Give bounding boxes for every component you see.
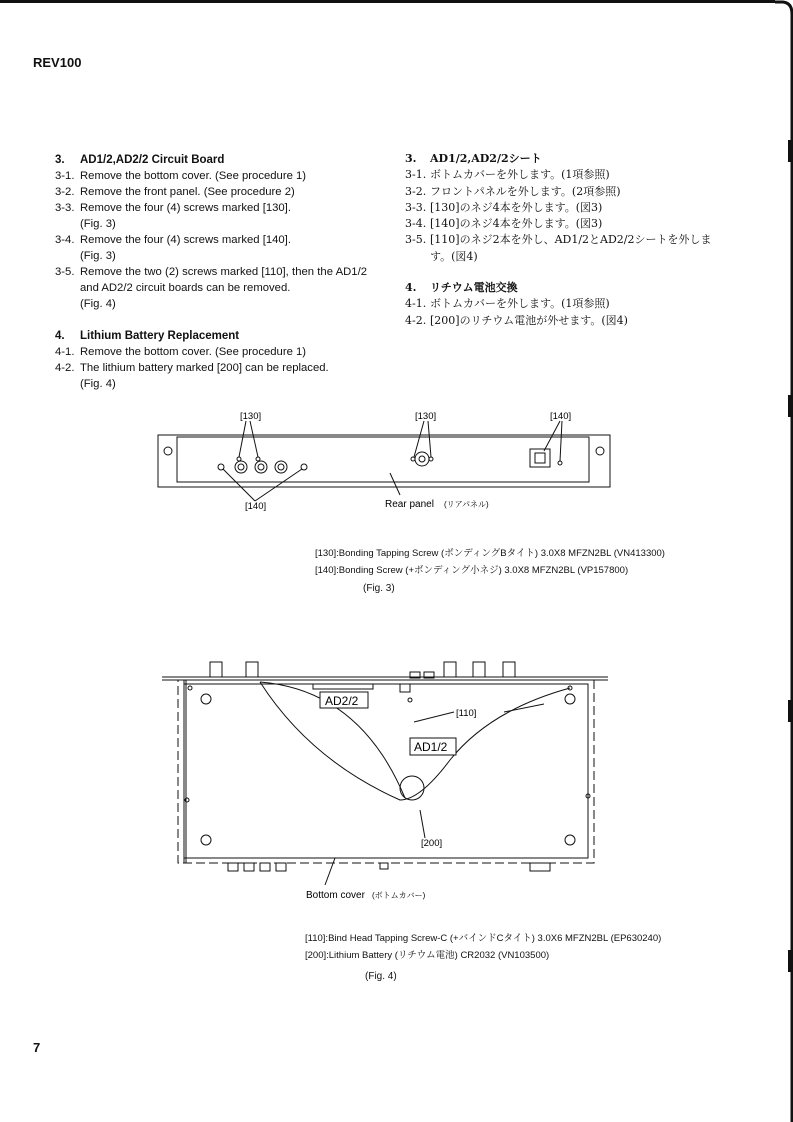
label-110: [110] [456, 708, 477, 719]
step-3-2: 3-2. Remove the front panel. (See procedure 2) [55, 186, 295, 198]
section-3-heading: 3. AD1/2,AD2/2 Circuit Board [55, 154, 225, 166]
fig3-captions [315, 545, 665, 579]
step-3-5: 3-5. Remove the two (2) screws marked [110], then the AD1/2 and AD2/2 circuit boards can be removed. (Fig. 4) [55, 266, 367, 310]
jp-step-3-3: 3-3. [130]のネジ4本を外します。(図3) [405, 200, 603, 214]
jp-step-3-4: 3-4. [140]のネジ4本を外します。(図3) [405, 217, 603, 231]
step-3-3: 3-3. Remove the four (4) screws marked [130]. (Fig. 3) [55, 202, 291, 230]
rear-panel-face [177, 437, 589, 482]
fig3-title: (Fig. 3) [363, 583, 395, 594]
label-ad22: AD2/2 [325, 694, 359, 708]
fig4-bottom-view-diagram [160, 650, 610, 905]
label-130-right: [130] [415, 411, 437, 422]
jp-step-4-2: 4-2. [200]のリチウム電池が外せます。(図4) [405, 313, 628, 327]
fig4-title: (Fig. 4) [365, 971, 397, 982]
label-ad12: AD1/2 [414, 740, 448, 754]
label-140-left: [140] [245, 501, 267, 512]
rear-panel-outline [158, 435, 610, 487]
label-bottom-cover-jp: (ボトムカバー) [372, 891, 426, 900]
jp-section-4-heading: 4. リチウム電池交換 [405, 281, 518, 295]
label-130-left: [130] [240, 411, 262, 422]
jp-section-3-heading: 3. AD1/2,AD2/2シート [405, 152, 542, 165]
jp-step-3-5: 3-5. [110]のネジ2本を外し、AD1/2とAD2/2シートを外します。(図4) [405, 233, 712, 263]
model-name: REV100 [33, 55, 82, 70]
caption-110: [110]:Bind Head Tapping Screw-C (+バインドCタイト) 3.0X6 MFZN2BL (EP630240) [305, 933, 662, 944]
step-3-1: 3-1. Remove the bottom cover. (See procedure 1) [55, 170, 307, 182]
label-rear-panel: Rear panel [385, 499, 434, 510]
fig4-captions [305, 930, 661, 964]
jp-step-3-1: 3-1. ボトムカバーを外します。(1項参照) [405, 168, 610, 182]
step-4-1: 4-1. Remove the bottom cover. (See procedure 1) [55, 346, 307, 358]
label-200: [200] [421, 838, 443, 849]
step-4-2: 4-2. The lithium battery marked [200] can be replaced. (Fig. 4) [55, 362, 329, 390]
label-rear-panel-jp: (リアパネル) [444, 500, 489, 509]
section-4-heading: 4. Lithium Battery Replacement [55, 330, 240, 342]
caption-140: [140]:Bonding Screw (+ボンディング小ネジ) 3.0X8 MFZN2BL (VP157800) [315, 565, 629, 576]
english-column [55, 152, 367, 392]
top-border [0, 0, 775, 3]
page-number: 7 [33, 1040, 41, 1055]
jp-step-3-2: 3-2. フロントパネルを外します。(2項参照) [405, 184, 621, 198]
caption-200: [200]:Lithium Battery (リチウム電池) CR2032 (VN103500) [305, 950, 550, 961]
page-edge [775, 0, 793, 1122]
label-140-right: [140] [550, 411, 572, 422]
bottom-cover-outline [178, 680, 594, 863]
step-3-4: 3-4. Remove the four (4) screws marked [140]. (Fig. 3) [55, 234, 291, 262]
japanese-column [405, 151, 725, 329]
caption-130: [130]:Bonding Tapping Screw (ボンディングBタイト) 3.0X8 MFZN2BL (VN413300) [315, 548, 665, 559]
label-bottom-cover: Bottom cover [306, 890, 365, 901]
fig3-rear-panel-diagram [150, 405, 620, 515]
jp-step-4-1: 4-1. ボトムカバーを外します。(1項参照) [405, 297, 610, 311]
